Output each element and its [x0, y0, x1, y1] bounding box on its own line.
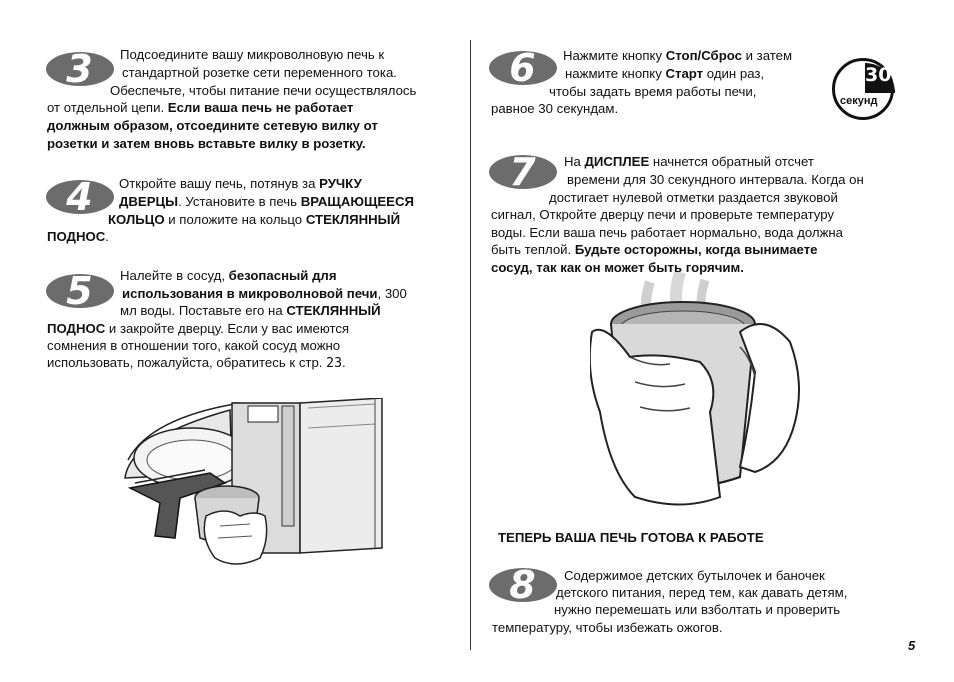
step-3-number: 3 [46, 52, 114, 86]
step-5-number: 5 [46, 274, 114, 308]
column-divider [470, 40, 471, 650]
microwave-illustration [120, 398, 390, 573]
page-number: 5 [908, 638, 916, 653]
step-6-number: 6 [489, 51, 557, 85]
badge-number: 30 [865, 64, 892, 86]
step-8-number: 8 [489, 568, 557, 602]
hot-cup-illustration [590, 272, 810, 507]
30-seconds-badge [832, 58, 894, 120]
badge-label: секунд [840, 95, 878, 107]
step-4-number: 4 [46, 180, 114, 214]
ready-heading: ТЕПЕРЬ ВАША ПЕЧЬ ГОТОВА К РАБОТЕ [498, 530, 764, 545]
step-7-number: 7 [489, 155, 557, 189]
